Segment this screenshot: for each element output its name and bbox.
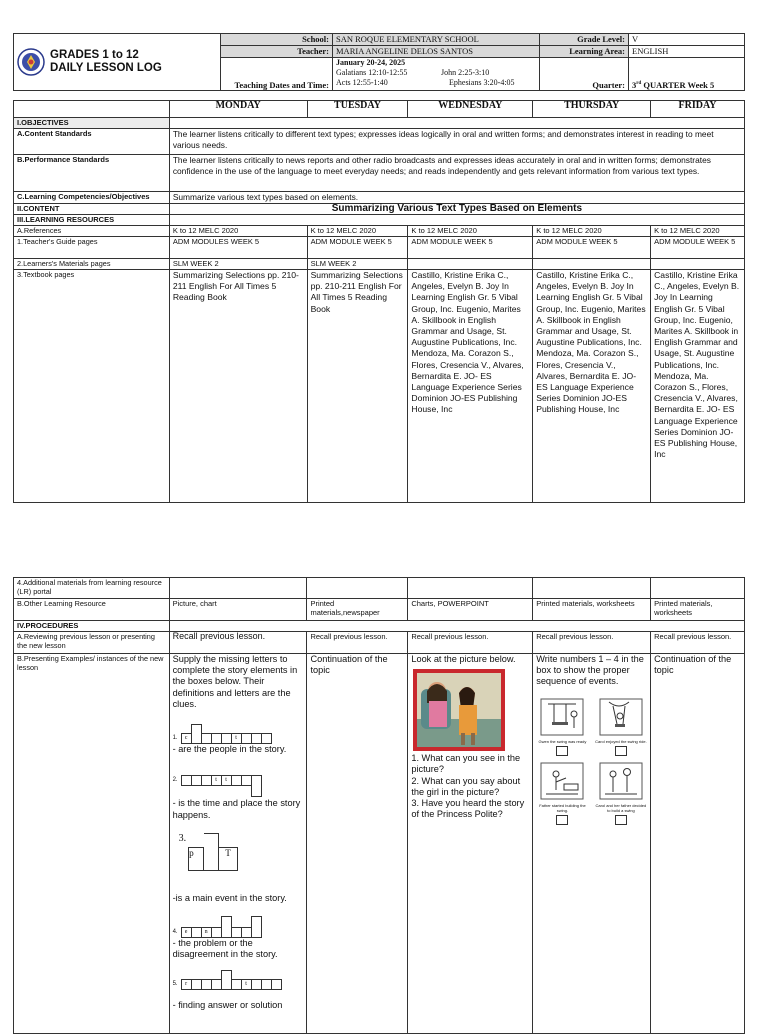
letter-box: n <box>201 927 212 938</box>
quarter-text: QUARTER Week 5 <box>643 80 715 90</box>
ref-thu: K to 12 MELC 2020 <box>533 226 651 237</box>
clue-boxes-3 <box>173 833 304 883</box>
grade-value: V <box>629 34 745 46</box>
resources-blank <box>169 215 744 226</box>
other-mon: Picture, chart <box>169 599 307 621</box>
addl-label: 4.Additional materials from learning resource (LR) portal <box>14 578 170 599</box>
present-tue: Continuation of the topic <box>307 654 408 1034</box>
letter-box: t <box>211 775 222 786</box>
time3: Acts 12:55-1:40 <box>336 77 388 87</box>
review-thu: Recall previous lesson. <box>533 632 651 654</box>
perf-std-label: B.Performance Standards <box>14 155 170 192</box>
quarter-sup: rd <box>636 81 642 87</box>
letter-box: c <box>181 733 192 744</box>
num-1: 1. <box>172 734 178 741</box>
num-2: 2. <box>172 777 178 784</box>
logo-cell <box>14 34 221 91</box>
dates-text: January 20-24, 2025 <box>336 57 406 67</box>
day-thursday: THURSDAY <box>533 101 651 118</box>
title-line1: GRADES 1 to 12 <box>50 49 139 61</box>
content-std-label: A.Content Standards <box>14 129 170 155</box>
tg-row <box>14 237 745 259</box>
lm-mon: SLM WEEK 2 <box>169 259 307 270</box>
answer-box[interactable] <box>556 746 568 756</box>
clue-boxes-5 <box>173 970 304 990</box>
princess-picture <box>413 669 505 751</box>
review-tue: Recall previous lesson. <box>307 632 408 654</box>
letter-box: p <box>188 847 204 871</box>
letter-box: t <box>241 979 252 990</box>
swing-ride-picture <box>599 698 643 736</box>
ref-tue: K to 12 MELC 2020 <box>307 226 408 237</box>
review-fri: Recall previous lesson. <box>651 632 745 654</box>
clue-boxes-1 <box>173 724 304 744</box>
other-wed: Charts, POWERPOINT <box>408 599 533 621</box>
title-block <box>50 49 162 75</box>
present-fri: Continuation of the topic <box>651 654 745 1034</box>
other-row <box>14 599 745 621</box>
addl-thu <box>533 578 651 599</box>
lm-row <box>14 259 745 270</box>
letter-box <box>261 733 272 744</box>
content-std-text: The learner listens critically to different text types; expresses ideas logically in oral and written forms; and demonstrates interest in reading to meet various needs. <box>169 129 744 155</box>
tg-mon: ADM MODULES WEEK 5 <box>169 237 307 259</box>
teacher-label: Teacher: <box>221 45 333 57</box>
other-thu: Printed materials, worksheets <box>533 599 651 621</box>
answer-box[interactable] <box>556 815 568 825</box>
review-row <box>14 632 745 654</box>
header-table <box>13 33 745 91</box>
review-mon: Recall previous lesson. <box>169 632 307 654</box>
mon-intro: Supply the missing letters to complete the story elements in the boxes below. Their definitions and letters are the clues. <box>172 654 298 709</box>
letter-box: e <box>181 927 192 938</box>
tg-thu: ADM MODULE WEEK 5 <box>533 237 651 259</box>
sequence-grid <box>536 698 647 825</box>
seq-item-2 <box>595 698 647 756</box>
present-mon <box>169 654 307 1034</box>
lm-tue: SLM WEEK 2 <box>307 259 408 270</box>
quarter-value <box>629 57 745 90</box>
tb-mon: Summarizing Selections pp. 210-211 English For All Times 5 Reading Book <box>169 270 307 503</box>
lm-label: 2.Learners's Materials pages <box>14 259 170 270</box>
other-tue: Printed materials,newspaper <box>307 599 408 621</box>
answer-box[interactable] <box>615 746 627 756</box>
quarter-num: 3 <box>632 80 637 90</box>
wed-intro: Look at the picture below. <box>411 654 516 664</box>
lesson-table-top <box>13 100 745 503</box>
proc-label: IV.PROCEDURES <box>14 621 170 632</box>
mon-clue-2: - is the time and place the story happens. <box>172 798 301 820</box>
review-wed: Recall previous lesson. <box>408 632 533 654</box>
time-row2 <box>336 78 536 88</box>
tb-thu: Castillo, Kristine Erika C., Angeles, Evelyn B. Joy In Learning English Gr. 5 Vibal Group, Inc. Eugenio, Marites A. Skillbook in English Grammar and Usage, St. Augustine Publications, Inc. Mendoza, Ma. Corazon S., Flores, Cresencia V., Alvares, Bernardita E. JO- ES Language Experience Series Dominion JO-ES Publishing House, Inc <box>533 270 651 503</box>
letter-box: t <box>221 775 232 786</box>
mon-clue-1: - are the people in the story. <box>172 744 287 755</box>
other-label: B.Other Learning Resource <box>14 599 170 621</box>
seq-item-4 <box>595 762 647 825</box>
letter-box <box>251 916 262 938</box>
day-monday: MONDAY <box>169 101 307 118</box>
letter-box <box>251 775 262 797</box>
letter-box <box>271 979 282 990</box>
title-line2: DAILY LESSON LOG <box>50 62 162 74</box>
lesson-table-bottom <box>13 577 745 1034</box>
tb-tue: Summarizing Selections pp. 210-211 English For All Times 5 Reading Book <box>307 270 408 503</box>
clue-boxes-2 <box>173 775 304 786</box>
references-row <box>14 226 745 237</box>
comp-label: C.Learning Competencies/Objectives <box>14 192 170 204</box>
thu-caption-4: Carol and her father decided to build a swing <box>595 803 647 814</box>
school-label: School: <box>221 34 333 46</box>
letter-box <box>204 833 219 871</box>
school-value: SAN ROQUE ELEMENTARY SCHOOL <box>333 34 540 46</box>
resources-label: III.LEARNING RESOURCES <box>14 215 170 226</box>
lm-wed <box>408 259 533 270</box>
ref-mon: K to 12 MELC 2020 <box>169 226 307 237</box>
perf-std-text: The learner listens critically to news reports and other radio broadcasts and expresses ideas accurately in oral and in written forms; demonstrates confidence in the use of the language to meet everyday needs; and reads independently and gets relevant information from various text types. <box>169 155 744 192</box>
other-fri: Printed materials, worksheets <box>651 599 745 621</box>
day-tuesday: TUESDAY <box>307 101 408 118</box>
comp-text: Summarize various text types based on elements. <box>169 192 744 204</box>
day-header-row <box>14 101 745 118</box>
objectives-blank <box>169 118 744 129</box>
addl-mon <box>169 578 307 599</box>
content-label: II.CONTENT <box>14 204 170 215</box>
ref-fri: K to 12 MELC 2020 <box>651 226 745 237</box>
proc-blank <box>169 621 744 632</box>
building-swing-picture <box>540 762 584 800</box>
thu-caption-2: Carol enjoyed the swing ride. <box>595 738 647 744</box>
decide-swing-picture <box>599 762 643 800</box>
mon-clue-3: -is a main event in the story. <box>172 892 287 903</box>
present-thu <box>533 654 651 1034</box>
day-wednesday: WEDNESDAY <box>408 101 533 118</box>
blank-header <box>14 101 170 118</box>
num-3: 3. <box>178 832 187 844</box>
letter-box: r <box>181 979 192 990</box>
time-row1 <box>336 68 536 78</box>
tg-label: 1.Teacher's Guide pages <box>14 237 170 259</box>
seq-item-3 <box>536 762 588 825</box>
ref-wed: K to 12 MELC 2020 <box>408 226 533 237</box>
num-4: 4. <box>172 928 178 935</box>
day-friday: FRIDAY <box>651 101 745 118</box>
seq-item-1 <box>536 698 588 756</box>
clue-boxes-4 <box>173 916 304 938</box>
tb-fri: Castillo, Kristine Erika C., Angeles, Evelyn B. Joy In Learning English Gr. 5 Vibal Group, Inc. Eugenio, Marites A. Skillbook in English Grammar and Usage, St. Augustine Publications, Inc. Mendoza, Ma. Corazon S., Flores, Cresencia V., Alvares, Bernardita E. JO- ES Language Experience Series Dominion JO-ES Publishing House, Inc <box>651 270 745 503</box>
ref-label: A.References <box>14 226 170 237</box>
swing-ready-picture <box>540 698 584 736</box>
tb-label: 3.Textbook pages <box>14 270 170 503</box>
tg-fri: ADM MODULE WEEK 5 <box>651 237 745 259</box>
wed-questions: 1. What can you see in the picture? 2. What can you say about the girl in the picture? 3. Have you heard the story of the Princess Polite? <box>411 753 525 820</box>
tb-row <box>14 270 745 503</box>
dates-value <box>333 57 540 90</box>
num-5: 5. <box>172 981 178 988</box>
addl-wed <box>408 578 533 599</box>
tg-wed: ADM MODULE WEEK 5 <box>408 237 533 259</box>
quarter-label: Quarter: <box>540 57 629 90</box>
dates-label: Teaching Dates and Time: <box>221 57 333 90</box>
mon-clue-5: - finding answer or solution <box>172 1000 283 1011</box>
lm-thu <box>533 259 651 270</box>
area-value: ENGLISH <box>629 45 745 57</box>
tb-wed: Castillo, Kristine Erika C., Angeles, Evelyn B. Joy In Learning English Gr. 5 Vibal Group, Inc. Eugenio, Marites A. Skillbook in English Grammar and Usage, St. Augustine Publications, Inc. Mendoza, Ma. Corazon S., Flores, Cresencia V., Alvares, Bernardita E. JO- ES Language Experience Series Dominion JO-ES Publishing House, Inc <box>408 270 533 503</box>
thu-intro: Write numbers 1 – 4 in the box to show the proper sequence of events. <box>536 654 644 687</box>
lm-fri <box>651 259 745 270</box>
teacher-value: MARIA ANGELINE DELOS SANTOS <box>333 45 540 57</box>
grade-label: Grade Level: <box>540 34 629 46</box>
time4: Ephesians 3:20-4:05 <box>449 77 515 87</box>
addl-tue <box>307 578 408 599</box>
time2: John 2:25-3:10 <box>441 67 490 77</box>
letter-box: t <box>231 733 242 744</box>
letter-box: T <box>219 847 238 871</box>
present-wed <box>408 654 533 1034</box>
tg-tue: ADM MODULE WEEK 5 <box>307 237 408 259</box>
objectives-label: I.OBJECTIVES <box>14 118 170 129</box>
mon-clue-4: - the problem or the disagreement in the story. <box>172 938 278 960</box>
content-text: Summarizing Various Text Types Based on Elements <box>169 204 744 215</box>
thu-caption-3: Father started building the swing. <box>539 803 586 814</box>
thu-caption-1: Gwen the swing was ready <box>538 738 587 744</box>
deped-seal-icon <box>17 48 45 76</box>
review-label: A.Reviewing previous lesson or presenting the new lesson <box>14 632 170 654</box>
area-label: Learning Area: <box>540 45 629 57</box>
answer-box[interactable] <box>615 815 627 825</box>
addl-fri <box>651 578 745 599</box>
time1: Galatians 12:10-12:55 <box>336 67 408 77</box>
present-label: B.Presenting Examples/ instances of the new lesson <box>14 654 170 1034</box>
present-row <box>14 654 745 1034</box>
